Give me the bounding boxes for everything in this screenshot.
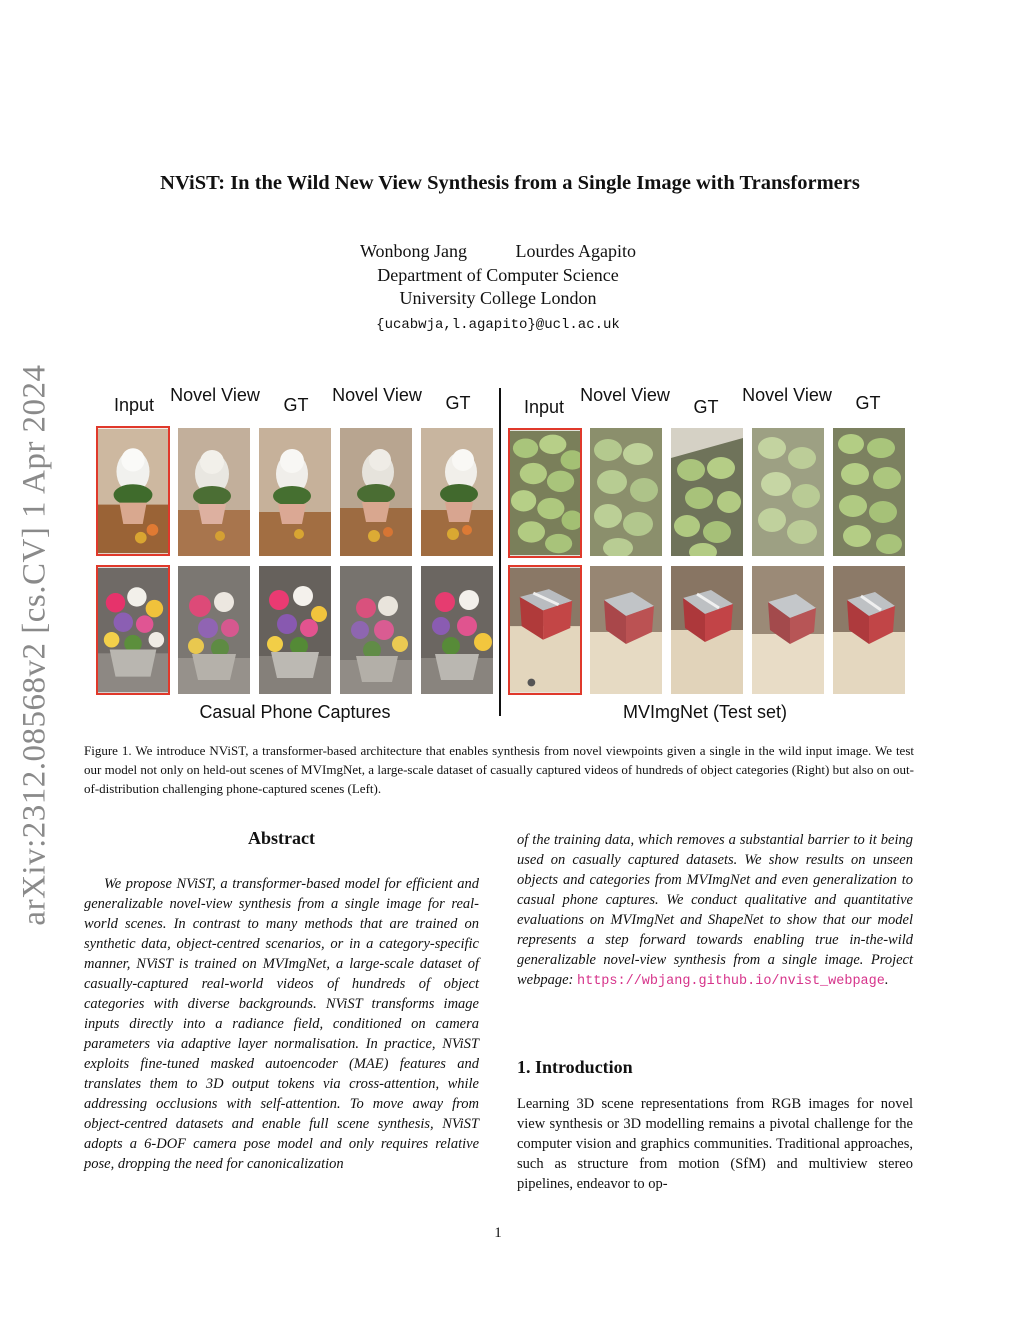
author-block xyxy=(0,240,996,337)
paper-title: NViST: In the Wild New View Synthesis from a Single Image with Transformers xyxy=(160,172,860,194)
bear-input-photo xyxy=(96,426,170,556)
flowers-input-photo xyxy=(96,565,170,695)
group-label-mvimgnet: MVImgNet (Test set) xyxy=(622,702,788,722)
author-university: University College London xyxy=(399,288,597,308)
flowers-ground-truth-photo xyxy=(259,566,331,694)
figure-column-label: GT xyxy=(445,393,471,413)
figure-column-label: Novel View xyxy=(742,385,832,405)
figure-column-label: GT xyxy=(283,395,309,415)
flowers-novel-view-photo xyxy=(178,566,250,694)
abstract-body: We propose NViST, a transformer-based model for efficient and generalizable novel-view synthesis from a single image for real-world scenes. In contrast to many methods that are trained on synthetic data, object-centred scenarios, or in a category-specific manner, NViST is trained on MVImgNet, a large-scale dataset of casually-captured real-world videos of hundreds of object categories with diverse backgrounds. NViST transforms image inputs directly into a radiance field, conditioned on camera parameters via adaptive layer normalisation. In practice, NViST exploits fine-tuned masked autoencoder (MAE) features and translates them to 3D output tokens via cross-attention, while addressing occlusions with self-attention. To move away from object-centred datasets and enable full scene synthesis, NViST adopts a 6-DOF camera pose model and only requires relative pose, dropping the need for canonicalization xyxy=(84,876,479,1172)
melon-novel-view-photo xyxy=(752,428,824,556)
box-input-photo xyxy=(508,565,582,695)
author-name: Lourdes Agapito xyxy=(515,241,637,261)
melon-ground-truth-photo xyxy=(833,428,905,556)
arxiv-id-text: arXiv:2312.08568v2 [cs.CV] 1 Apr 2024 xyxy=(16,364,53,926)
project-webpage-link[interactable]: https://wbjang.github.io/nvist_webpage xyxy=(577,974,885,989)
figure-column-label: Input xyxy=(113,395,155,415)
figure-column-label: Novel View xyxy=(170,385,260,405)
bear-novel-view-photo xyxy=(178,428,250,556)
abstract-heading: Abstract xyxy=(248,828,315,848)
box-novel-view-photo xyxy=(590,566,662,694)
author-department: Department of Computer Science xyxy=(377,264,619,285)
figure-column-label: Novel View xyxy=(580,385,670,405)
flowers-novel-view-photo xyxy=(340,566,412,694)
abstract-continuation xyxy=(517,830,913,992)
box-novel-view-photo xyxy=(752,566,824,694)
figure-divider xyxy=(499,388,501,716)
melon-novel-view-photo xyxy=(590,428,662,556)
introduction-body: Learning 3D scene representations from RGB images for novel view synthesis or 3D modelling remains a pivotal challenge for the computer vision and graphics communities. Traditional approaches, such as structure from motion (SfM) and multiview stereo pipelines, endeavor to op- xyxy=(517,1096,913,1192)
box-ground-truth-photo xyxy=(671,566,743,694)
figure-caption: Figure 1. We introduce NViST, a transformer-based architecture that enables synthesis from novel viewpoints given a single in the wild input image. We test our model not only on held-out scenes of MVImgNet, a large-scale dataset of casually captured videos of hundreds of object categories (Right) but also on out-of-distribution challenging phone-captured scenes (Left). xyxy=(84,743,914,796)
bear-novel-view-photo xyxy=(340,428,412,556)
figure-column-label: Novel View xyxy=(332,385,422,405)
author-name: Wonbong Jang xyxy=(359,241,468,261)
abstract-continuation-text: of the training data, which removes a substantial barrier to it being used on casually captured datasets. We show results on unseen objects and categories from MVImgNet and even generalization to casual phone captures. We conduct qualitative and quantitative evaluations on MVImgNet and ShapeNet to show that our model represents a step forward towards enabling true in-the-wild generalizable novel-view synthesis from a single image. Project webpage: xyxy=(517,832,913,988)
figure-column-label: GT xyxy=(693,397,719,417)
melon-input-photo xyxy=(508,428,582,558)
group-label-phone-captures: Casual Phone Captures xyxy=(199,702,391,722)
bear-ground-truth-photo xyxy=(259,428,331,556)
bear-ground-truth-photo xyxy=(421,428,493,556)
author-email: {ucabwja,l.agapito}@ucl.ac.uk xyxy=(376,316,620,333)
figure-column-label: Input xyxy=(523,397,565,417)
figure-column-label: GT xyxy=(855,393,881,413)
abstract-end-period: . xyxy=(884,972,889,988)
page-number: 1 xyxy=(494,1225,502,1241)
melon-ground-truth-photo xyxy=(671,428,743,556)
box-ground-truth-photo xyxy=(833,566,905,694)
author-names xyxy=(0,240,996,264)
flowers-ground-truth-photo xyxy=(421,566,493,694)
arxiv-stamp xyxy=(12,360,58,930)
introduction-heading: 1. Introduction xyxy=(517,1057,633,1077)
